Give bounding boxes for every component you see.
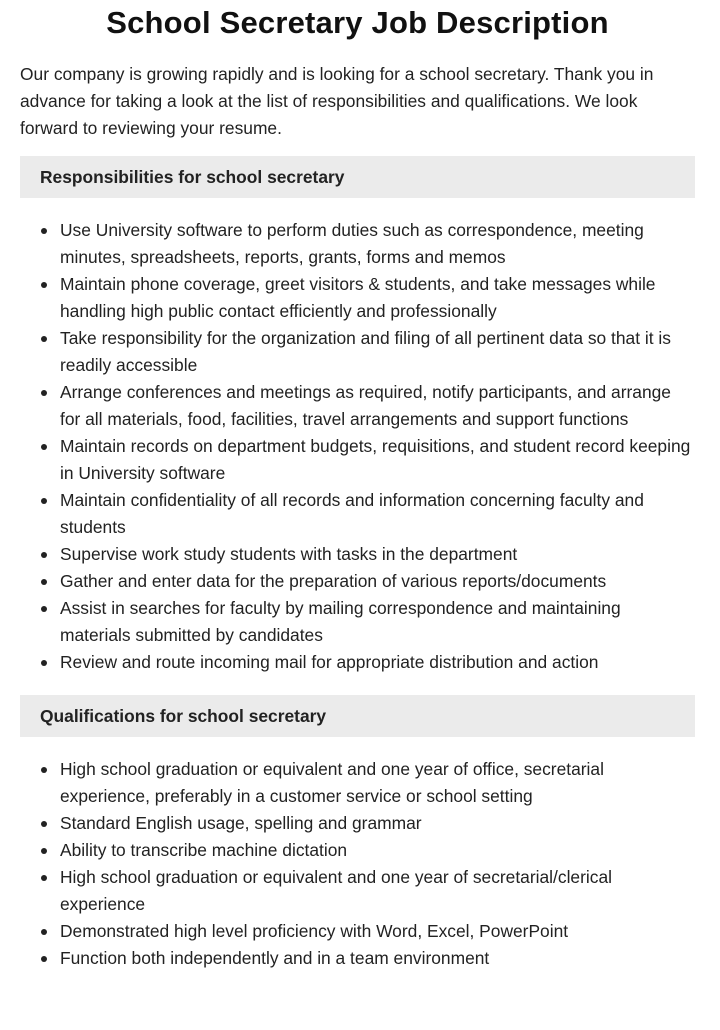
list-item-text: Maintain records on department budgets, requisitions, and student record keeping in University software xyxy=(60,436,691,483)
list-item-text: Use University software to perform duties such as correspondence, meeting minutes, spreadsheets, reports, grants, forms and memos xyxy=(60,220,644,267)
bullet-icon xyxy=(41,579,47,585)
list-item xyxy=(20,379,695,433)
bullet-icon xyxy=(41,552,47,558)
bullet-icon xyxy=(41,848,47,854)
bullet-icon xyxy=(41,875,47,881)
list-item xyxy=(20,217,695,271)
bullet-icon xyxy=(41,228,47,234)
page-title: School Secretary Job Description xyxy=(106,5,609,40)
list-item xyxy=(20,756,695,810)
list-item-text: Gather and enter data for the preparation of various reports/documents xyxy=(60,571,607,591)
bullet-icon xyxy=(41,767,47,773)
responsibilities-heading: Responsibilities for school secretary xyxy=(20,156,695,198)
list-item xyxy=(20,568,695,595)
list-item xyxy=(20,810,695,837)
list-item-text: Standard English usage, spelling and grammar xyxy=(60,813,422,833)
bullet-icon xyxy=(41,282,47,288)
bullet-icon xyxy=(41,660,47,666)
qualifications-list xyxy=(20,756,695,972)
bullet-icon xyxy=(41,956,47,962)
list-item xyxy=(20,271,695,325)
list-item-text: High school graduation or equivalent and one year of secretarial/clerical experience xyxy=(60,867,612,914)
bullet-icon xyxy=(41,929,47,935)
bullet-icon xyxy=(41,444,47,450)
qualifications-heading: Qualifications for school secretary xyxy=(20,695,695,737)
list-item-text: Assist in searches for faculty by mailing correspondence and maintaining materials submitted by candidates xyxy=(60,598,621,645)
list-item xyxy=(20,325,695,379)
list-item xyxy=(20,649,695,676)
list-item-text: Demonstrated high level proficiency with Word, Excel, PowerPoint xyxy=(60,921,569,941)
list-item-text: Review and route incoming mail for appropriate distribution and action xyxy=(60,652,599,672)
list-item xyxy=(20,487,695,541)
list-item-text: Take responsibility for the organization and filing of all pertinent data so that it is readily accessible xyxy=(60,328,671,375)
list-item xyxy=(20,595,695,649)
bullet-icon xyxy=(41,390,47,396)
bullet-icon xyxy=(41,821,47,827)
bullet-icon xyxy=(41,336,47,342)
list-item xyxy=(20,837,695,864)
list-item-text: Supervise work study students with tasks in the department xyxy=(60,544,518,564)
list-item xyxy=(20,864,695,918)
list-item-text: High school graduation or equivalent and one year of office, secretarial experience, preferably in a customer service or school setting xyxy=(60,759,604,806)
list-item xyxy=(20,433,695,487)
list-item-text: Arrange conferences and meetings as required, notify participants, and arrange for all materials, food, facilities, travel arrangements and support functions xyxy=(60,382,671,429)
list-item-text: Maintain confidentiality of all records and information concerning faculty and students xyxy=(60,490,644,537)
intro-paragraph: Our company is growing rapidly and is looking for a school secretary. Thank you in advance for taking a look at the list of responsibilities and qualifications. We look forward to reviewing your resume. xyxy=(20,64,654,138)
list-item-text: Function both independently and in a team environment xyxy=(60,948,490,968)
responsibilities-list xyxy=(20,217,695,676)
bullet-icon xyxy=(41,498,47,504)
list-item xyxy=(20,945,695,972)
list-item xyxy=(20,918,695,945)
list-item-text: Maintain phone coverage, greet visitors & students, and take messages while handling high public contact efficiently and professionally xyxy=(60,274,656,321)
bullet-icon xyxy=(41,606,47,612)
list-item xyxy=(20,541,695,568)
list-item-text: Ability to transcribe machine dictation xyxy=(60,840,348,860)
